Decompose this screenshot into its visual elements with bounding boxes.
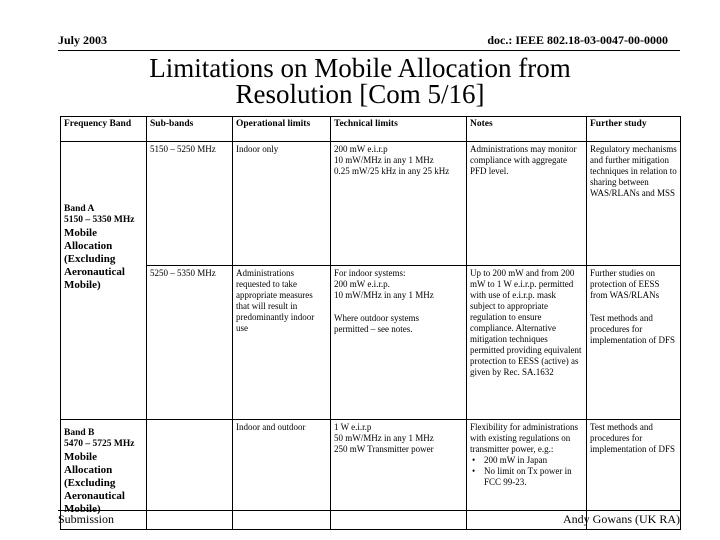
footer-author: Andy Gowans (UK RA) [563, 512, 680, 526]
row3-subband [147, 420, 233, 530]
row2-technical-line-5: permitted – see notes. [334, 324, 413, 334]
row3-technical-line-2: 50 mW/MHz in any 1 MHz [334, 433, 434, 443]
row2-technical-line-3: 10 mW/MHz in any 1 MHz [334, 290, 434, 300]
table-row [61, 266, 681, 420]
footer-rule [58, 510, 680, 511]
column-header-notes: Notes [467, 117, 587, 142]
row1-further-study: Regulatory mechanisms and further mitigation techniques in relation to sharing between WAS/RLANs and MSS [587, 142, 681, 266]
column-header-further-study: Further study [587, 117, 681, 142]
row3-technical [331, 420, 467, 530]
row1-technical-line-2: 10 mW/MHz in any 1 MHz [334, 155, 434, 165]
band-a-mobile-5: Mobile) [64, 279, 101, 291]
row1-operational: Indoor only [233, 142, 331, 266]
row3-notes-bullet-2: • No limit on Tx power in FCC 99-23. [470, 466, 583, 488]
row2-technical-line-2: 200 mW e.i.r.p. [334, 279, 390, 289]
column-header-technical-limits: Technical limits [331, 117, 467, 142]
row2-technical-line-4: Where outdoor systems [334, 313, 419, 323]
title-line-1: Limitations on Mobile Allocation from [149, 53, 571, 83]
band-b-mobile-1: Mobile [64, 451, 97, 463]
header-date: July 2003 [58, 33, 108, 47]
row2-technical-line-1: For indoor systems: [334, 268, 406, 278]
band-b-label: Band B [64, 428, 95, 438]
row2-further-study [587, 266, 681, 420]
band-a-range: 5150 – 5350 MHz [64, 215, 135, 225]
row1-technical [331, 142, 467, 266]
band-a-mobile-2: Allocation [64, 240, 113, 252]
band-b-mobile-2: Allocation [64, 464, 113, 476]
header-rule [58, 50, 680, 51]
row1-technical-line-1: 200 mW e.i.r.p [334, 144, 388, 154]
row3-operational: Indoor and outdoor [233, 420, 331, 530]
row2-further-study-2: Test methods and procedures for implementation of DFS [590, 313, 675, 345]
band-b-range: 5470 – 5725 MHz [64, 439, 135, 449]
band-a-label: Band A [64, 204, 95, 214]
row1-technical-line-3: 0.25 mW/25 kHz in any 25 kHz [334, 166, 450, 176]
row2-operational: Administrations requested to take appropriate measures that will result in predominantly indoor use [233, 266, 331, 420]
column-header-sub-bands: Sub-bands [147, 117, 233, 142]
band-b-mobile-5: Mobile) [64, 503, 101, 515]
header-doc-id: doc.: IEEE 802.18-03-0047-00-0000 [487, 33, 668, 47]
title-line-2: Resolution [Com 5/16] [235, 79, 485, 109]
band-a-cell [61, 142, 147, 420]
column-header-frequency-band: Frequency Band [61, 117, 147, 142]
table-row [61, 142, 681, 266]
row1-subband: 5150 – 5250 MHz [147, 142, 233, 266]
table-header-row [61, 117, 681, 142]
band-b-mobile-4: Aeronautical [64, 490, 125, 502]
row3-notes-intro: Flexibility for administrations with existing regulations on transmitter power, e.g.: [470, 422, 578, 454]
row3-notes-bullet-1: • 200 mW in Japan [470, 455, 583, 466]
band-b-mobile-3: (Excluding [64, 477, 116, 489]
band-a-mobile-1: Mobile [64, 227, 97, 239]
band-a-mobile-3: (Excluding [64, 253, 116, 265]
footer-submission: Submission [58, 512, 115, 526]
row1-notes: Administrations may monitor compliance with aggregate PFD level. [467, 142, 587, 266]
row2-further-study-1: Further studies on protection of EESS from WAS/RLANs [590, 268, 660, 300]
row2-technical [331, 266, 467, 420]
row3-technical-line-3: 250 mW Transmitter power [334, 444, 434, 454]
row2-subband: 5250 – 5350 MHz [147, 266, 233, 420]
row3-technical-line-1: 1 W e.i.r.p [334, 422, 372, 432]
column-header-operational-limits: Operational limits [233, 117, 331, 142]
limitations-table [60, 116, 681, 530]
row2-notes: Up to 200 mW and from 200 mW to 1 W e.i.r.p. permitted with use of e.i.r.p. mask subject to appropriate regulation to ensure compliance. Alternative mitigation techniques permitted providing equivalent protection to EESS (active) as given by Rec. SA.1632 [467, 266, 587, 420]
band-a-mobile-4: Aeronautical [64, 266, 125, 278]
slide-title [60, 55, 660, 107]
row3-further-study: Test methods and procedures for implementation of DFS [587, 420, 681, 530]
